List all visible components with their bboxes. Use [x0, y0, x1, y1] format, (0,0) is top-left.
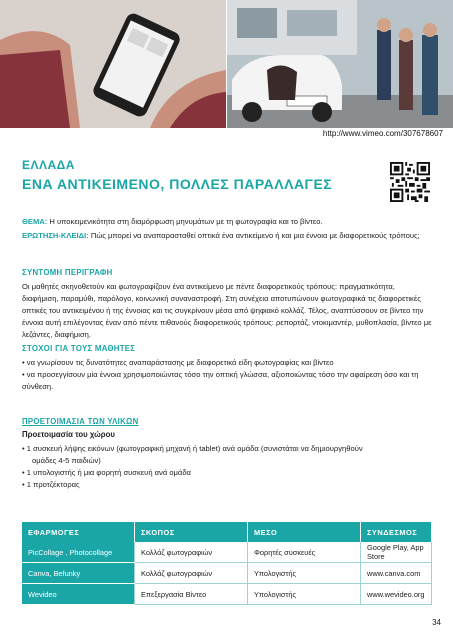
table-row [22, 542, 432, 563]
photo-hands-smartphone [0, 0, 226, 128]
key-question-label: ΕΡΩΤΗΣΗ-ΚΛΕΙΔΙ: [22, 231, 89, 240]
smartphone-illustration [0, 0, 226, 128]
material-item: • 1 συσκευή λήψης εικόνων (φωτογραφική μηχανή ή tablet) ανά ομάδα (συνιστάται να δημιουργηθούν [22, 444, 363, 453]
summary-title: ΣΥΝΤΟΜΗ ΠΕΡΙΓΡΑΦΗ [22, 268, 113, 277]
theme-label: ΘΕΜΑ: [22, 217, 48, 226]
photo-credit-link[interactable]: http://www.vimeo.com/307678607 [322, 129, 443, 138]
key-question-line [22, 230, 432, 242]
goal-item: • να γνωρίσουν τις δυνατότητες αναπαράστασης με διαφορετικά είδη φωτογραφίας και βίντεο [22, 358, 334, 367]
summary-text: Οι μαθητές σκηνοθετούν και φωτογραφίζουν ένα αντικείμενο με πέντε διαφορετικούς τρόπους: πραγματικότητα, διαφήμιση, παραμύθι, παρόλογο, κοινωνική συναναστροφή. Στη συνέχεια αποτυπώνουν φωτογραφικά τις διαφορετικές οπτικές του αντικειμένου ή της έννοιας και τις συγκρίνουν μέσα από ψηφιακό κολλάζ. Τέλος, αναπτύσσουν σε βίντεο την έννοια αυτή επιλέγοντας έναν από πέντε πιθανούς διαφορετικούς τρόπους: ρεπορτάζ, ντοκιμαντέρ, μυθοπλασία, βίντεο με λεζάντες, διαφήμιση. [22, 282, 432, 339]
goal-item: • να προσεγγίσουν μία έννοια χρησιμοποιώντας τόσο την οπτική γλώσσα, αξιοποιώντας τόσο την αφαίρεση όσο και τη σύνθεση. [22, 370, 419, 391]
materials-subtitle: Προετοιμασία του χώρου [22, 430, 115, 439]
material-item: ομάδες 4-5 παιδιών) [32, 456, 101, 465]
page-number: 34 [432, 618, 441, 627]
goals-list [22, 357, 432, 393]
qr-code[interactable] [390, 162, 430, 202]
cell-app: Canva, Befunky [22, 563, 135, 584]
table-header-row [22, 522, 432, 542]
theme-line [22, 216, 432, 228]
cell-purpose: Επεξεργασία Βίντεο [135, 584, 248, 605]
cell-link: Google Play, App Store [361, 542, 432, 563]
header-medium: ΜΕΣΟ [248, 522, 361, 542]
street-illustration [227, 0, 453, 128]
header-apps: ΕΦΑΡΜΟΓΕΣ [22, 522, 135, 542]
cell-medium: Φορητές συσκευές [248, 542, 361, 563]
cell-purpose: Κολλάζ φωτογραφιών [135, 542, 248, 563]
cell-app: PicCollage , Photocollage [22, 542, 135, 563]
cell-link[interactable]: www.canva.com [361, 563, 432, 584]
cell-purpose: Κολλάζ φωτογραφιών [135, 563, 248, 584]
cell-app: Wevideo [22, 584, 135, 605]
table-row [22, 563, 432, 584]
theme-text: Η υποκειμενικότητα στη διαμόρφωση μηνυμάτων με τη φωτογραφία και το βίντεο. [47, 217, 323, 226]
cell-medium: Υπολογιστής [248, 584, 361, 605]
cell-medium: Υπολογιστής [248, 563, 361, 584]
header-link: ΣΥΝΔΕΣΜΟΣ [361, 522, 432, 542]
activity-title: ΕΝΑ ΑΝΤΙΚΕΙΜΕΝΟ, ΠΟΛΛΕΣ ΠΑΡΑΛΛΑΓΕΣ [22, 176, 333, 192]
key-question-text: Πώς μπορεί να αναπαρασταθεί οπτικά ένα αντικείμενο ή και μια έννοια με διαφορετικούς τρόπους; [88, 231, 420, 240]
country-title: ΕΛΛΑΔΑ [22, 158, 75, 172]
table-row [22, 584, 432, 605]
materials-title: ΠΡΟΕΤΟΙΜΑΣΙΑ ΤΩΝ ΥΛΙΚΩΝ [22, 417, 139, 426]
material-item: • 1 υπολογιστής ή μια φορητή συσκευή ανά ομάδα [22, 468, 191, 477]
goals-title: ΣΤΟΧΟΙ ΓΙΑ ΤΟΥΣ ΜΑΘΗΤΕΣ [22, 344, 136, 353]
material-item: • 1 προτζέκτορας [22, 480, 80, 489]
cell-link[interactable]: www.wevideo.org [361, 584, 432, 605]
photo-street-students [227, 0, 453, 128]
materials-list [22, 443, 432, 491]
header-photos [0, 0, 453, 128]
header-purpose: ΣΚΟΠΟΣ [135, 522, 248, 542]
apps-table [22, 522, 432, 605]
